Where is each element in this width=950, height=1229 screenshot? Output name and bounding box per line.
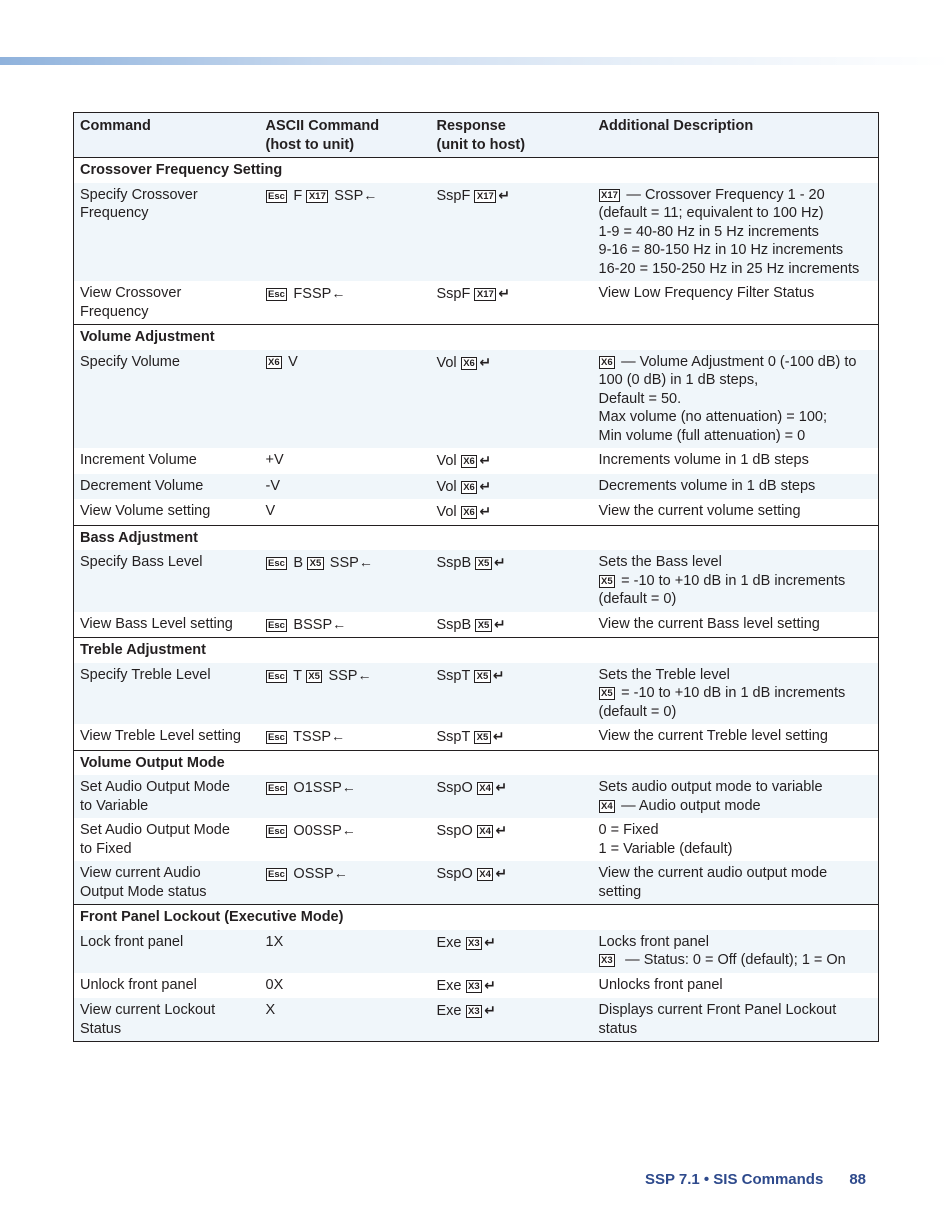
description-cell — [593, 474, 879, 500]
command-text: 100 (0 dB) in 1 dB steps, — [598, 372, 759, 388]
command-text: 1-9 = 40-80 Hz in 5 Hz increments — [598, 223, 819, 240]
ascii-command-cell — [260, 550, 431, 612]
description-line — [599, 684, 873, 703]
section-header-row — [74, 638, 879, 663]
arrow-left-icon: ← — [341, 779, 356, 795]
description-line — [599, 223, 873, 242]
variable-box: X17 — [474, 288, 496, 301]
command-text: Vol — [436, 504, 461, 520]
description-cell — [593, 930, 879, 973]
header-response: Response (unit to host) — [431, 113, 593, 158]
section-title: Front Panel Lockout (Executive Mode) — [74, 905, 879, 930]
command-text: SspT — [436, 729, 475, 745]
command-text: Max volume (no attenuation) = 100; — [598, 409, 828, 425]
command-text: SSP — [330, 187, 364, 204]
variable-box: X4 — [477, 825, 494, 838]
variable-box: X5 — [599, 575, 616, 588]
table-row — [74, 998, 879, 1042]
description-line — [599, 477, 873, 496]
section-title: Crossover Frequency Setting — [74, 158, 879, 183]
command-text: SspO — [436, 866, 477, 882]
command-text: — Volume Adjustment 0 (-100 dB) to — [617, 353, 857, 370]
ascii-command-cell — [260, 973, 431, 999]
command-text: Unlocks front panel — [598, 976, 723, 993]
variable-box: X6 — [461, 481, 478, 494]
section-header-row — [74, 525, 879, 550]
top-gradient-bar — [0, 57, 950, 65]
variable-box: X17 — [599, 189, 621, 202]
table-row — [74, 499, 879, 525]
variable-box: X17 — [306, 190, 328, 203]
description-line — [599, 883, 873, 902]
command-text: Sets the Treble level — [598, 666, 730, 683]
command-text: Sets the Bass level — [598, 554, 722, 570]
description-cell — [593, 612, 879, 638]
table-row — [74, 775, 879, 818]
section-header-row — [74, 158, 879, 183]
command-text: 0 = Fixed — [598, 822, 659, 838]
command-text: Displays current Front Panel Lockout — [598, 1002, 837, 1018]
command-text: SspO — [436, 780, 477, 796]
return-arrow-icon: ↵ — [498, 186, 511, 203]
command-cell: View Crossover Frequency — [80, 285, 182, 320]
table-row — [74, 973, 879, 999]
return-arrow-icon: ↵ — [495, 779, 508, 795]
description-line — [599, 666, 873, 685]
section-title: Bass Adjustment — [74, 525, 879, 550]
response-cell — [431, 281, 593, 325]
command-text: SspB — [436, 555, 476, 571]
command-text: Exe — [436, 977, 466, 994]
description-line — [599, 778, 873, 797]
command-text: -V — [265, 477, 280, 494]
description-line — [599, 976, 873, 995]
command-text: Sets audio output mode to variable — [598, 779, 823, 795]
description-line — [599, 951, 873, 970]
description-cell — [593, 448, 879, 474]
command-text: SSP — [324, 667, 358, 684]
description-line — [599, 427, 873, 446]
command-text: View the current audio output mode — [598, 865, 828, 881]
header-ascii-command: ASCII Command (host to unit) — [260, 113, 431, 158]
description-cell — [593, 663, 879, 725]
command-text: BSSP — [289, 616, 333, 633]
response-cell — [431, 973, 593, 999]
description-line — [599, 840, 873, 859]
description-line — [599, 204, 873, 223]
footer-title: SSP 7.1 • SIS Commands — [644, 1171, 824, 1188]
command-text: B — [289, 555, 308, 571]
command-text: (default = 0) — [598, 591, 677, 607]
table-row — [74, 448, 879, 474]
description-line — [599, 703, 873, 722]
variable-box: X5 — [307, 557, 324, 570]
section-title: Volume Adjustment — [74, 325, 879, 350]
description-cell — [593, 499, 879, 525]
description-line — [599, 572, 873, 591]
table-row — [74, 550, 879, 612]
command-text: Vol — [436, 453, 461, 469]
description-line — [599, 615, 873, 634]
description-line — [599, 933, 873, 952]
return-arrow-icon: ↵ — [492, 666, 505, 683]
description-line — [599, 390, 873, 409]
arrow-left-icon: ← — [363, 186, 378, 203]
command-text: 1X — [265, 933, 284, 950]
description-cell — [593, 550, 879, 612]
variable-box: X3 — [466, 1005, 483, 1018]
ascii-command-cell — [260, 724, 431, 750]
ascii-command-cell — [260, 818, 431, 861]
description-line — [599, 371, 873, 390]
variable-box: X4 — [477, 782, 494, 795]
description-cell — [593, 350, 879, 449]
variable-box: X4 — [599, 800, 616, 813]
command-cell: Increment Volume — [80, 452, 197, 468]
ascii-command-cell — [260, 998, 431, 1042]
variable-box: Esc — [266, 731, 288, 744]
variable-box: X3 — [466, 937, 483, 950]
command-text: X — [265, 1002, 276, 1018]
command-cell: Specify Volume — [74, 350, 260, 449]
return-arrow-icon: ↵ — [484, 976, 496, 993]
ascii-command-cell — [260, 499, 431, 525]
sis-command-table — [73, 112, 879, 1042]
command-cell: View current Audio Output Mode status — [74, 861, 260, 905]
header-command: Command — [74, 113, 260, 158]
response-cell — [431, 550, 593, 612]
return-arrow-icon: ↵ — [493, 615, 506, 632]
variable-box: X6 — [461, 357, 478, 370]
command-text: T — [289, 667, 306, 684]
description-cell — [593, 973, 879, 999]
return-arrow-icon: ↵ — [479, 452, 492, 468]
description-line — [599, 408, 873, 427]
response-cell — [431, 183, 593, 282]
command-text: SspO — [436, 823, 477, 839]
table-row — [74, 930, 879, 973]
command-text: O1SSP — [289, 780, 342, 796]
variable-box: Esc — [266, 557, 288, 570]
return-arrow-icon: ↵ — [493, 554, 506, 570]
command-text: O0SSP — [289, 823, 342, 839]
description-cell — [593, 861, 879, 905]
command-text: = -10 to +10 dB in 1 dB increments — [617, 685, 846, 701]
header-additional-description: Additional Description — [593, 113, 879, 158]
return-arrow-icon: ↵ — [484, 1002, 496, 1018]
response-cell — [431, 612, 593, 638]
description-cell — [593, 818, 879, 861]
page-number: 88 — [849, 1171, 866, 1188]
command-cell: View Volume setting — [80, 503, 211, 519]
variable-box: X6 — [461, 506, 478, 519]
variable-box: Esc — [266, 825, 288, 838]
command-text: +V — [265, 452, 284, 468]
command-text: status — [598, 1020, 638, 1037]
return-arrow-icon: ↵ — [495, 822, 508, 838]
table-row — [74, 861, 879, 905]
table-body — [74, 158, 879, 1042]
section-header-row — [74, 750, 879, 775]
command-text: Default = 50. — [598, 390, 682, 407]
description-line — [599, 451, 873, 470]
command-cell: View Treble Level setting — [80, 728, 241, 744]
description-line — [599, 821, 873, 840]
ascii-command-cell — [260, 861, 431, 905]
command-text: F — [289, 187, 307, 204]
description-line — [599, 353, 873, 372]
command-text: Vol — [436, 478, 461, 495]
description-line — [599, 186, 873, 205]
response-cell — [431, 499, 593, 525]
description-line — [599, 553, 873, 572]
response-cell — [431, 861, 593, 905]
section-header-row — [74, 905, 879, 930]
command-text: SSP — [325, 555, 359, 571]
variable-box: X17 — [474, 190, 496, 203]
return-arrow-icon: ↵ — [479, 353, 492, 370]
variable-box: Esc — [266, 670, 288, 683]
command-text: Exe — [436, 934, 466, 951]
table-row — [74, 183, 879, 282]
command-text: SspF — [436, 187, 475, 204]
command-text: Increments volume in 1 dB steps — [598, 452, 809, 468]
command-cell: Set Audio Output Mode to Fixed — [80, 822, 230, 857]
ascii-command-cell — [260, 350, 431, 449]
description-line — [599, 590, 873, 609]
response-cell — [431, 474, 593, 500]
variable-box: Esc — [266, 619, 288, 632]
ascii-command-cell — [260, 930, 431, 973]
command-text: SspB — [436, 616, 476, 633]
table-row — [74, 612, 879, 638]
variable-box: X6 — [599, 356, 616, 369]
table-row — [74, 663, 879, 725]
variable-box: X5 — [474, 670, 491, 683]
return-arrow-icon: ↵ — [479, 477, 492, 494]
command-text: Min volume (full attenuation) = 0 — [598, 427, 806, 444]
ascii-command-cell — [260, 775, 431, 818]
command-text: SspT — [436, 667, 475, 684]
arrow-left-icon: ← — [332, 615, 347, 632]
variable-box: Esc — [266, 782, 288, 795]
variable-box: X6 — [266, 356, 283, 369]
description-line — [599, 797, 873, 816]
variable-box: Esc — [266, 190, 288, 203]
description-line — [599, 284, 873, 303]
response-cell — [431, 663, 593, 725]
table-row — [74, 350, 879, 449]
command-text: View Low Frequency Filter Status — [598, 285, 815, 301]
variable-box: X5 — [474, 731, 491, 744]
command-text: View the current volume setting — [598, 503, 801, 519]
table-row — [74, 281, 879, 325]
variable-box: X5 — [475, 557, 492, 570]
command-text: FSSP — [289, 286, 332, 302]
table-row — [74, 818, 879, 861]
command-cell: Set Audio Output Mode to Variable — [74, 775, 260, 818]
arrow-left-icon: ← — [331, 728, 346, 744]
response-cell — [431, 448, 593, 474]
section-title: Volume Output Mode — [74, 750, 879, 775]
command-text: 1 = Variable (default) — [598, 840, 733, 857]
description-cell — [593, 183, 879, 282]
command-text: OSSP — [289, 866, 334, 882]
command-text: V — [265, 503, 276, 519]
arrow-left-icon: ← — [357, 666, 372, 683]
ascii-command-cell — [260, 474, 431, 500]
command-text: — Status: 0 = Off (default); 1 = On — [617, 952, 846, 968]
variable-box: X6 — [461, 455, 478, 468]
table-row — [74, 724, 879, 750]
description-cell — [593, 281, 879, 325]
description-line — [599, 727, 873, 746]
variable-box: X4 — [477, 868, 494, 881]
section-header-row — [74, 325, 879, 350]
response-cell — [431, 724, 593, 750]
table-header-row — [74, 113, 879, 158]
return-arrow-icon: ↵ — [492, 728, 505, 744]
command-text: View the current Treble level setting — [598, 728, 828, 744]
command-text: Exe — [436, 1003, 466, 1019]
description-line — [599, 864, 873, 883]
ascii-command-cell — [260, 281, 431, 325]
arrow-left-icon: ← — [331, 285, 346, 301]
table-row — [74, 474, 879, 500]
description-line — [599, 1020, 873, 1039]
response-cell — [431, 775, 593, 818]
command-text: 16-20 = 150-250 Hz in 25 Hz increments — [598, 260, 860, 277]
description-line — [599, 260, 873, 279]
command-text: (default = 11; equivalent to 100 Hz) — [598, 205, 824, 221]
arrow-left-icon: ← — [341, 822, 356, 838]
description-line — [599, 241, 873, 260]
variable-box: X3 — [599, 954, 616, 967]
command-text: Vol — [436, 354, 461, 371]
command-text: Decrements volume in 1 dB steps — [598, 477, 816, 494]
ascii-command-cell — [260, 612, 431, 638]
command-text: setting — [598, 883, 642, 900]
variable-box: Esc — [266, 868, 288, 881]
command-cell: Lock front panel — [74, 930, 260, 973]
command-text: 0X — [265, 976, 284, 993]
response-cell — [431, 350, 593, 449]
section-title: Treble Adjustment — [74, 638, 879, 663]
variable-box: X5 — [475, 619, 492, 632]
variable-box: X5 — [306, 670, 323, 683]
command-text: — Crossover Frequency 1 - 20 — [622, 186, 825, 203]
command-text: — Audio output mode — [617, 797, 761, 814]
command-cell: Specify Treble Level — [74, 663, 260, 725]
command-cell: Unlock front panel — [80, 976, 197, 993]
variable-box: Esc — [266, 288, 288, 301]
response-cell — [431, 818, 593, 861]
description-line — [599, 502, 873, 521]
command-cell: View Bass Level setting — [80, 615, 233, 632]
command-cell: Specify Bass Level — [74, 550, 260, 612]
arrow-left-icon: ← — [333, 865, 348, 881]
ascii-command-cell — [260, 448, 431, 474]
command-text: TSSP — [289, 729, 332, 745]
return-arrow-icon: ↵ — [498, 285, 511, 301]
command-cell: Specify Crossover Frequency — [74, 183, 260, 282]
command-text: 9-16 = 80-150 Hz in 10 Hz increments — [598, 242, 844, 258]
command-text: = -10 to +10 dB in 1 dB increments — [617, 572, 846, 589]
description-cell — [593, 775, 879, 818]
command-text: V — [284, 353, 298, 370]
command-cell: Decrement Volume — [74, 474, 260, 500]
ascii-command-cell — [260, 183, 431, 282]
response-cell — [431, 998, 593, 1042]
description-cell — [593, 998, 879, 1042]
command-text: SspF — [436, 286, 475, 302]
command-cell: View current Lockout Status — [74, 998, 260, 1042]
command-text: (default = 0) — [598, 703, 677, 720]
description-line — [599, 1001, 873, 1020]
return-arrow-icon: ↵ — [484, 933, 496, 950]
command-text: View the current Bass level setting — [598, 615, 820, 632]
ascii-command-cell — [260, 663, 431, 725]
description-cell — [593, 724, 879, 750]
command-text: Locks front panel — [598, 933, 709, 950]
return-arrow-icon: ↵ — [495, 865, 508, 881]
variable-box: X3 — [466, 980, 483, 993]
arrow-left-icon: ← — [358, 554, 373, 570]
return-arrow-icon: ↵ — [479, 503, 492, 519]
response-cell — [431, 930, 593, 973]
page-footer — [645, 1171, 866, 1188]
variable-box: X5 — [599, 687, 616, 700]
